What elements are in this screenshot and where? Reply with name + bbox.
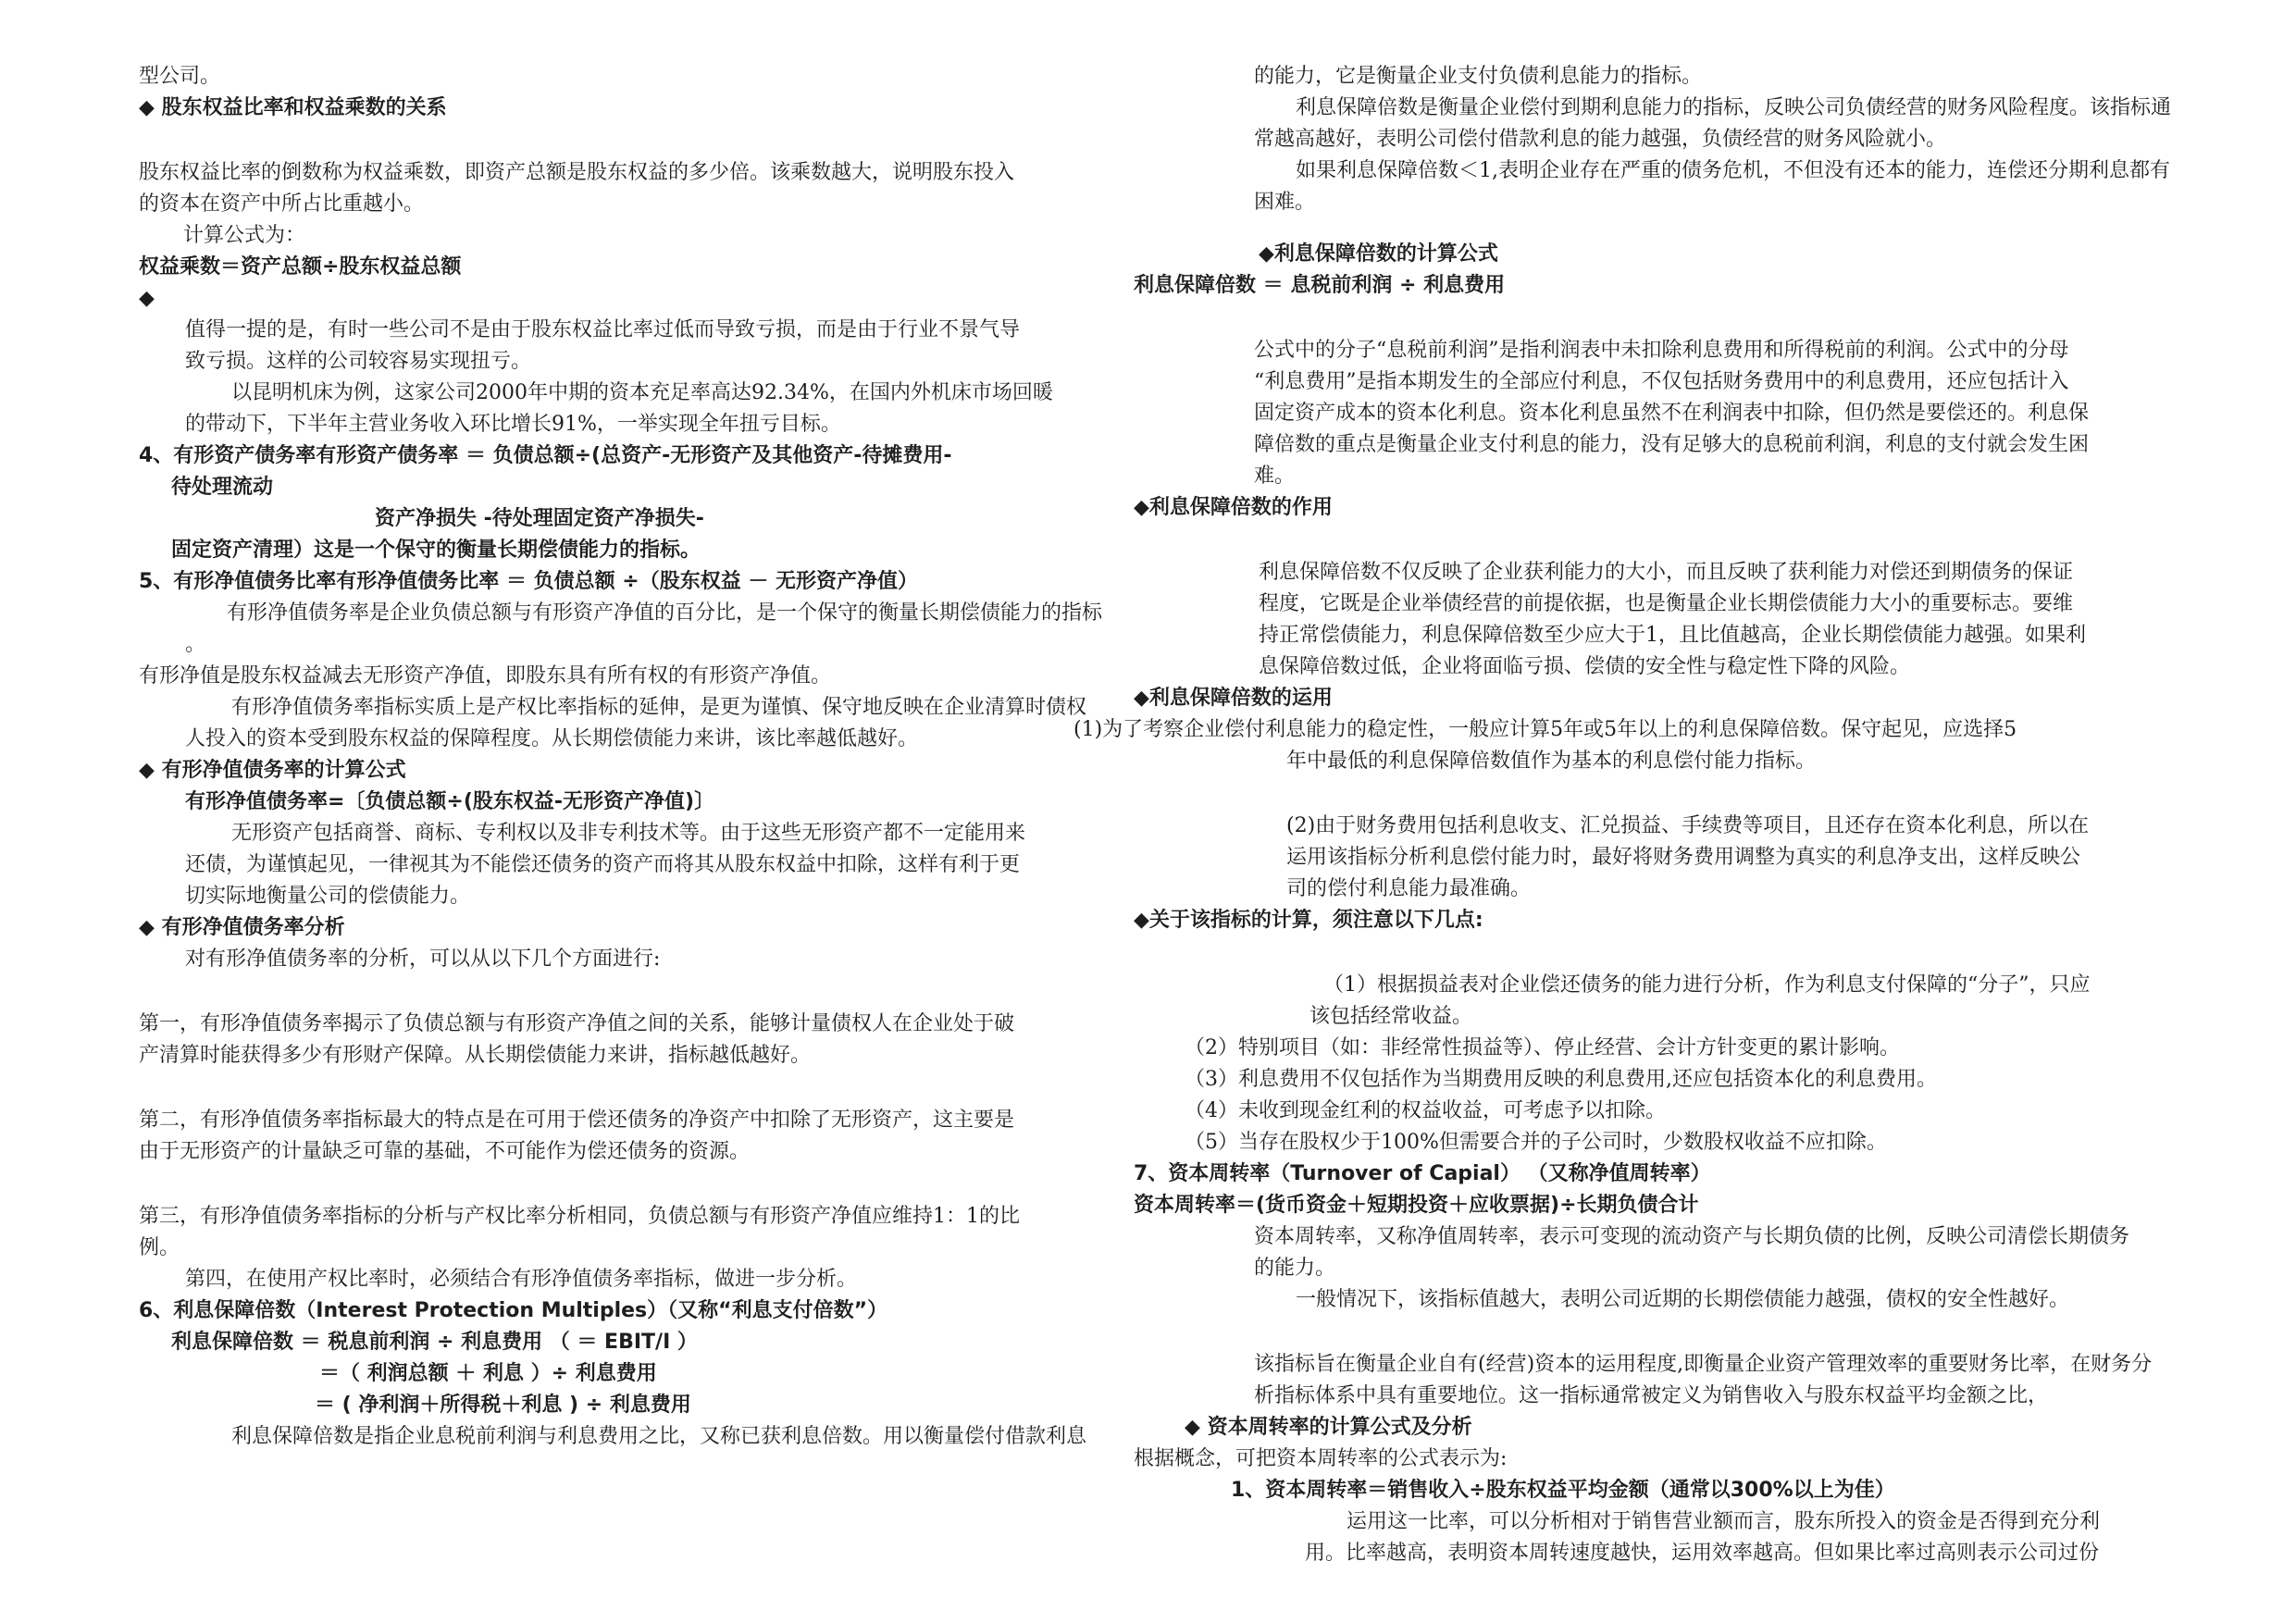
text-line: 对有形净值债务率的分析，可以从以下几个方面进行: [185, 948, 661, 971]
text-line: 的能力，它是衡量企业支付负债利息能力的指标。 [1254, 65, 1703, 88]
text-line: 由于无形资产的计量缺乏可靠的基础，不可能作为偿还债务的资源。 [139, 1140, 751, 1163]
text-line: 有形净值是股东权益减去无形资产净值，即股东具有所有权的有形资产净值。 [139, 664, 832, 688]
text-line: 的资本在资产中所占比重越小。 [139, 192, 425, 216]
text-line: 该指标旨在衡量企业自有(经营)资本的运用程度,即衡量企业资产管理效率的重要财务比率，在财务分 [1254, 1353, 2153, 1376]
text-line: 股东权益比率的倒数称为权益乘数，即资产总额是股东权益的多少倍。该乘数越大，说明股东投入 [139, 161, 1015, 184]
heading-line: 有形净值债务率=〔负债总额÷(股东权益-无形资产净值)〕 [185, 790, 715, 813]
text-line: 公式中的分子“息税前利润”是指利润表中未扣除利息费用和所得税前的利润。公式中的分母 [1254, 339, 2069, 362]
heading-line: 权益乘数＝资产总额÷股东权益总额 [139, 255, 462, 279]
heading-line: 固定资产清理）这是一个保守的衡量长期偿债能力的指标。 [171, 539, 701, 562]
heading-line: ◆关于该指标的计算，须注意以下几点: [1134, 909, 1483, 932]
text-line: 障倍数的重点是衡量企业支付利息的能力，没有足够大的息税前利润，利息的支付就会发生困 [1254, 433, 2090, 456]
text-line: 人投入的资本受到股东权益的保障程度。从长期偿债能力来讲，该比率越低越好。 [185, 727, 919, 750]
text-line: 第二，有形净值债务率指标最大的特点是在可用于偿还债务的净资产中扣除了无形资产，这主要是 [139, 1109, 1015, 1132]
paragraph-gap [139, 1168, 1148, 1201]
heading-line: ＝（ 利润总额 ＋ 利息 ）÷ 利息费用 [319, 1362, 657, 1385]
text-line: 无形资产包括商誉、商标、专利权以及非专利技术等。由于这些无形资产都不一定能用来 [231, 822, 1026, 845]
text-line: 程度，它既是企业举债经营的前提依据，也是衡量企业长期偿债能力大小的重要标志。要维 [1259, 592, 2074, 615]
text-line: (1)为了考察企业偿付利息能力的稳定性，一般应计算5年或5年以上的利息保障倍数。保守起见，应选择5 [1074, 718, 2017, 741]
paragraph-gap [1134, 936, 2221, 970]
text-line: 固定资产成本的资本化利息。资本化利息虽然不在利润表中扣除，但仍然是要偿还的。利息保 [1254, 402, 2090, 425]
heading-line: 4、有形资产债务率有形资产债务率 ＝ 负债总额÷(总资产-无形资产及其他资产-待摊费用- [139, 444, 952, 467]
heading-line: ＝ ( 净利润＋所得税＋利息 ) ÷ 利息费用 [315, 1394, 691, 1417]
text-line: 产清算时能获得多少有形财产保障。从长期偿债能力来讲，指标越低越好。 [139, 1044, 812, 1067]
text-line: 如果利息保障倍数＜1,表明企业存在严重的债务危机，不但没有还本的能力，连偿还分期利息都有 [1296, 159, 2170, 182]
text-line: （4）未收到现金红利的权益收益，可考虑予以扣除。 [1185, 1099, 1666, 1122]
heading-line: 资产净损失 -待处理固定资产净损失- [375, 507, 704, 530]
text-line: （1）根据损益表对企业偿还债务的能力进行分析，作为利息支付保障的“分子”，只应 [1323, 973, 2091, 997]
text-line: 的带动下，下半年主营业务收入环比增长91%，一举实现全年扭亏目标。 [185, 413, 841, 436]
text-line: 年中最低的利息保障倍数值作为基本的利息偿付能力指标。 [1286, 750, 1817, 773]
paragraph-gap [1134, 777, 2221, 811]
text-line: 常越高越好，表明公司偿付借款利息的能力越强，负债经营的财务风险就小。 [1254, 128, 1947, 151]
paragraph-gap [139, 975, 1148, 1009]
heading-line: ◆利息保障倍数的作用 [1134, 496, 1333, 519]
text-line: 利息保障倍数不仅反映了企业获利能力的大小，而且反映了获利能力对偿还到期债务的保证 [1259, 561, 2074, 584]
text-line: 第四，在使用产权比率时，必须结合有形净值债务率指标，做进一步分析。 [185, 1268, 858, 1291]
text-line: 息保障倍数过低，企业将面临亏损、偿债的安全性与稳定性下降的风险。 [1259, 655, 1911, 678]
text-line: 例。 [139, 1236, 180, 1259]
text-line: 该包括经常收益。 [1309, 1005, 1473, 1028]
heading-line: ◆ 资本周转率的计算公式及分析 [1185, 1416, 1472, 1439]
paragraph-gap [139, 124, 1148, 157]
text-line: 的能力。 [1254, 1257, 1336, 1280]
text-line: 致亏损。这样的公司较容易实现扭亏。 [185, 350, 532, 373]
text-line: 还债，为谨慎起见，一律视其为不能偿还债务的资产而将其从股东权益中扣除，这样有利于更 [185, 853, 1021, 876]
text-line: 型公司。 [139, 65, 221, 88]
text-line: 第一，有形净值债务率揭示了负债总额与有形资产净值之间的关系，能够计量债权人在企业处于破 [139, 1012, 1015, 1035]
heading-line: 待处理流动 [171, 476, 274, 499]
paragraph-gap [1134, 302, 2221, 335]
text-line: 持正常偿债能力，利息保障倍数至少应大于1，且比值越高，企业长期偿债能力越强。如果利 [1259, 624, 2087, 647]
heading-line: 5、有形净值债务比率有形净值债务比率 ＝ 负债总额 ÷（股东权益 － 无形资产净值） [139, 570, 919, 593]
text-line: 。 [185, 633, 206, 656]
text-line: 一般情况下，该指标值越大，表明公司近期的长期偿债能力越强，债权的安全性越好。 [1296, 1288, 2070, 1311]
text-line: 值得一提的是，有时一些公司不是由于股东权益比率过低而导致亏损，而是由于行业不景气导 [185, 318, 1021, 341]
heading-line: 6、利息保障倍数（Interest Protection Multiples）（又称“利息支付倍数”） [139, 1299, 888, 1322]
heading-line: ◆ [139, 287, 155, 310]
paragraph-gap [1134, 524, 2221, 557]
text-line: 难。 [1254, 465, 1296, 488]
text-line: 根据概念，可把资本周转率的公式表示为: [1134, 1447, 1508, 1470]
heading-line: ◆ 股东权益比率和权益乘数的关系 [139, 96, 447, 119]
text-line: “利息费用”是指本期发生的全部应付利息，不仅包括财务费用中的利息费用，还应包括计入 [1254, 370, 2069, 393]
heading-line: 资本周转率＝(货币资金＋短期投资＋应收票据)÷长期负债合计 [1134, 1194, 1699, 1217]
text-line: 以昆明机床为例，这家公司2000年中期的资本充足率高达92.34%，在国内外机床市场回暖 [231, 381, 1053, 404]
text-line: 利息保障倍数是衡量企业偿付到期利息能力的指标，反映公司负债经营的财务风险程度。该指标通 [1296, 96, 2172, 119]
text-line: 第三，有形净值债务率指标的分析与产权比率分析相同，负债总额与有形资产净值应维持1：1的比 [139, 1205, 1020, 1228]
text-line: 有形净值债务率是企业负债总额与有形资产净值的百分比，是一个保守的衡量长期偿债能力的指标 [227, 601, 1103, 625]
text-line: 资本周转率，又称净值周转率，表示可变现的流动资产与长期负债的比例，反映公司清偿长期债务 [1254, 1225, 2130, 1248]
heading-line: ◆利息保障倍数的运用 [1134, 687, 1333, 710]
paragraph-gap [1134, 218, 2221, 239]
text-line: （5）当存在股权少于100%但需要合并的子公司时，少数股权收益不应扣除。 [1185, 1131, 1887, 1154]
text-line: 用。比率越高，表明资本周转速度越快，运用效率越高。但如果比率过高则表示公司过份 [1305, 1542, 2100, 1565]
text-line: （3）利息费用不仅包括作为当期费用反映的利息费用,还应包括资本化的利息费用。 [1185, 1068, 1937, 1091]
heading-line: 7、资本周转率（Turnover of Capial） （又称净值周转率） [1134, 1162, 1711, 1185]
text-line: 有形净值债务率指标实质上是产权比率指标的延伸，是更为谨慎、保守地反映在企业清算时债权 [231, 696, 1087, 719]
heading-line: 利息保障倍数 ＝ 税息前利润 ÷ 利息费用 （ ＝ EBIT/I ） [171, 1331, 698, 1354]
text-line: 切实际地衡量公司的偿债能力。 [185, 885, 471, 908]
text-line: 运用该指标分析利息偿付能力时，最好将财务费用调整为真实的利息净支出，这样反映公 [1286, 846, 2081, 869]
text-line: 利息保障倍数是指企业息税前利润与利息费用之比，又称已获利息倍数。用以衡量偿付借款利息 [231, 1425, 1087, 1448]
text-line: （2）特别项目（如：非经常性损益等）、停止经营、会计方针变更的累计影响。 [1185, 1036, 1900, 1059]
heading-line: ◆ 有形净值债务率的计算公式 [139, 759, 406, 782]
text-line: 计算公式为： [183, 224, 306, 247]
paragraph-gap [1134, 1316, 2221, 1349]
heading-line: ◆利息保障倍数的计算公式 [1259, 242, 1498, 266]
text-line: 析指标体系中具有重要地位。这一指标通常被定义为销售收入与股东权益平均金额之比， [1254, 1384, 2049, 1407]
paragraph-gap [139, 1072, 1148, 1105]
right-column [1074, 61, 2221, 1569]
heading-line: ◆ 有形净值债务率分析 [139, 916, 345, 939]
heading-line: 1、资本周转率＝销售收入÷股东权益平均金额（通常以300%以上为佳） [1231, 1479, 1895, 1502]
text-line: 困难。 [1254, 191, 1316, 214]
left-column [139, 61, 1148, 1453]
text-line: 司的偿付利息能力最准确。 [1286, 877, 1532, 900]
text-line: (2)由于财务费用包括利息收支、汇兑损益、手续费等项目，且还存在资本化利息，所以在 [1286, 814, 2090, 837]
heading-line: 利息保障倍数 ＝ 息税前利润 ÷ 利息费用 [1134, 274, 1506, 297]
text-line: 运用这一比率，可以分析相对于销售营业额而言，股东所投入的资金是否得到充分利 [1347, 1510, 2101, 1533]
